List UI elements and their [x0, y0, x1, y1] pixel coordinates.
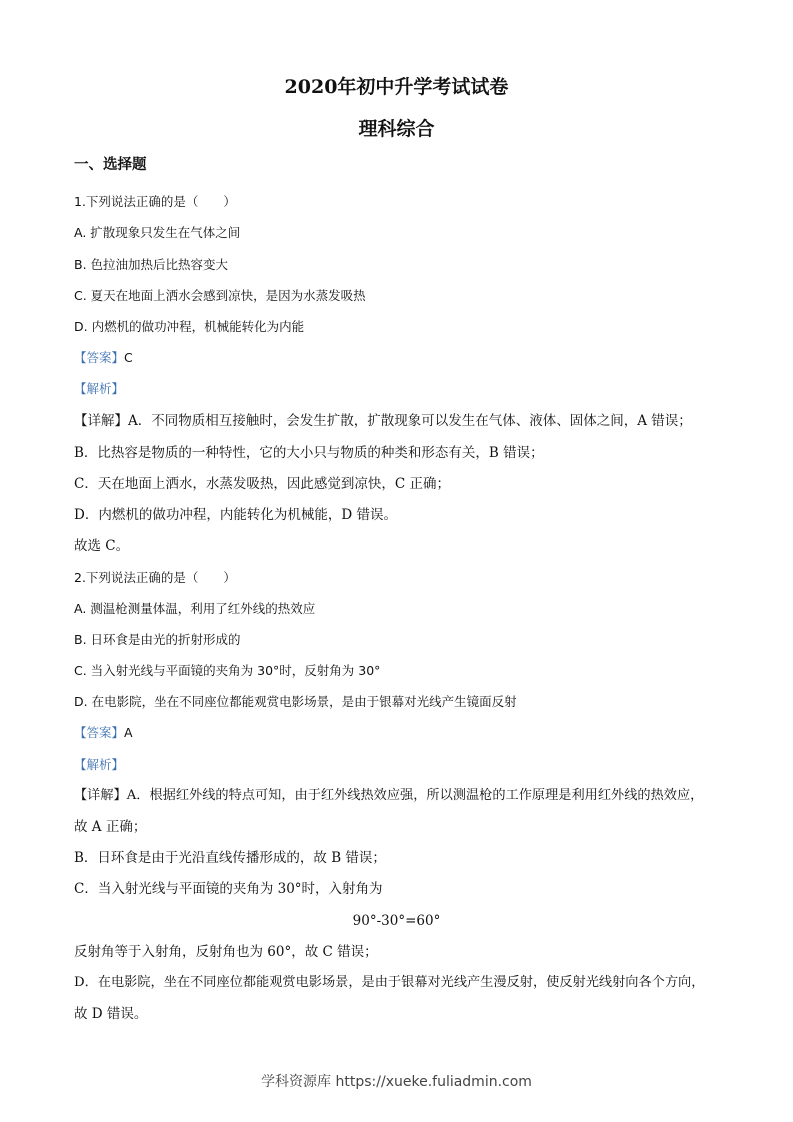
- question-2-option-d: D. 在电影院，坐在不同座位都能观赏电影场景，是由于银幕对光线产生镜面反射: [74, 694, 517, 709]
- page-title: 2020年初中升学考试试卷: [284, 76, 509, 98]
- question-1-analysis-tag: 【解析】: [74, 381, 125, 396]
- question-1-detail-d: D．内燃机的做功冲程，内能转化为机械能，D 错误。: [74, 507, 397, 523]
- question-2-option-c: C. 当入射光线与平面镜的夹角为 30°时，反射角为 30°: [74, 663, 381, 678]
- question-2-detail-a: [74, 787, 724, 805]
- question-2-option-b: B. 日环食是由光的折射形成的: [74, 632, 241, 647]
- question-2-analysis-tag: 【解析】: [74, 757, 125, 772]
- answer-tag: 【答案】: [74, 725, 125, 740]
- answer-tag: 【答案】: [74, 350, 125, 365]
- question-2-option-a: A. 测温枪测量体温，利用了红外线的热效应: [74, 601, 316, 616]
- footer-watermark: 学科资源库 https://xueke.fuliadmin.com: [261, 1074, 532, 1090]
- question-1-option-c: C. 夏天在地面上洒水会感到凉快，是因为水蒸发吸热: [74, 288, 366, 303]
- section-heading: 一、选择题: [74, 156, 147, 173]
- question-1-detail-c: C．天在地面上洒水，水蒸发吸热，因此感觉到凉快，C 正确；: [74, 476, 450, 492]
- question-2-answer: [74, 724, 724, 742]
- question-1-detail-b: B．比热容是物质的一种特性，它的大小只与物质的种类和形态有关，B 错误；: [74, 445, 544, 461]
- question-1-option-a: A. 扩散现象只发生在气体之间: [74, 225, 241, 240]
- answer-value: C: [124, 350, 133, 365]
- question-1-detail-a: [74, 412, 724, 430]
- question-2-detail-b: B．日环食是由于光沿直线传播形成的，故 B 错误；: [74, 850, 386, 866]
- question-2-detail-a-cont: 故 A 正确；: [74, 819, 147, 835]
- question-1-option-b: B. 色拉油加热后比热容变大: [74, 257, 229, 272]
- detail-text: A．根据红外线的特点可知，由于红外线热效应强，所以测温枪的工作原理是利用红外线的热效应，: [126, 788, 704, 803]
- question-1-option-d: D. 内燃机的做功冲程，机械能转化为内能: [74, 319, 305, 334]
- detail-text: A．不同物质相互接触时，会发生扩散，扩散现象可以发生在气体、液体、固体之间，A 错误；: [128, 413, 692, 429]
- detail-tag: 【详解】: [74, 413, 128, 429]
- question-1-answer: [74, 349, 724, 367]
- question-2-detail-c: C．当入射光线与平面镜的夹角为 30°时，入射角为: [74, 881, 383, 897]
- question-2-stem: 2.下列说法正确的是（ ）: [74, 570, 236, 585]
- detail-tag: 【详解】: [74, 788, 127, 803]
- page-subtitle: 理科综合: [358, 118, 435, 140]
- question-2-equation: 90°-30°=60°: [352, 913, 441, 929]
- question-2-detail-c-cont: 反射角等于入射角，反射角也为 60°，故 C 错误；: [74, 944, 378, 960]
- question-1-conclusion: 故选 C。: [74, 538, 130, 554]
- question-1-stem: 1.下列说法正确的是（ ）: [74, 194, 236, 209]
- question-2-detail-d: D．在电影院，坐在不同座位都能观赏电影场景，是由于银幕对光线产生漫反射，使反射光线射向各个方向，: [74, 975, 705, 990]
- question-2-detail-d-cont: 故 D 错误。: [74, 1006, 148, 1022]
- answer-value: A: [124, 725, 133, 740]
